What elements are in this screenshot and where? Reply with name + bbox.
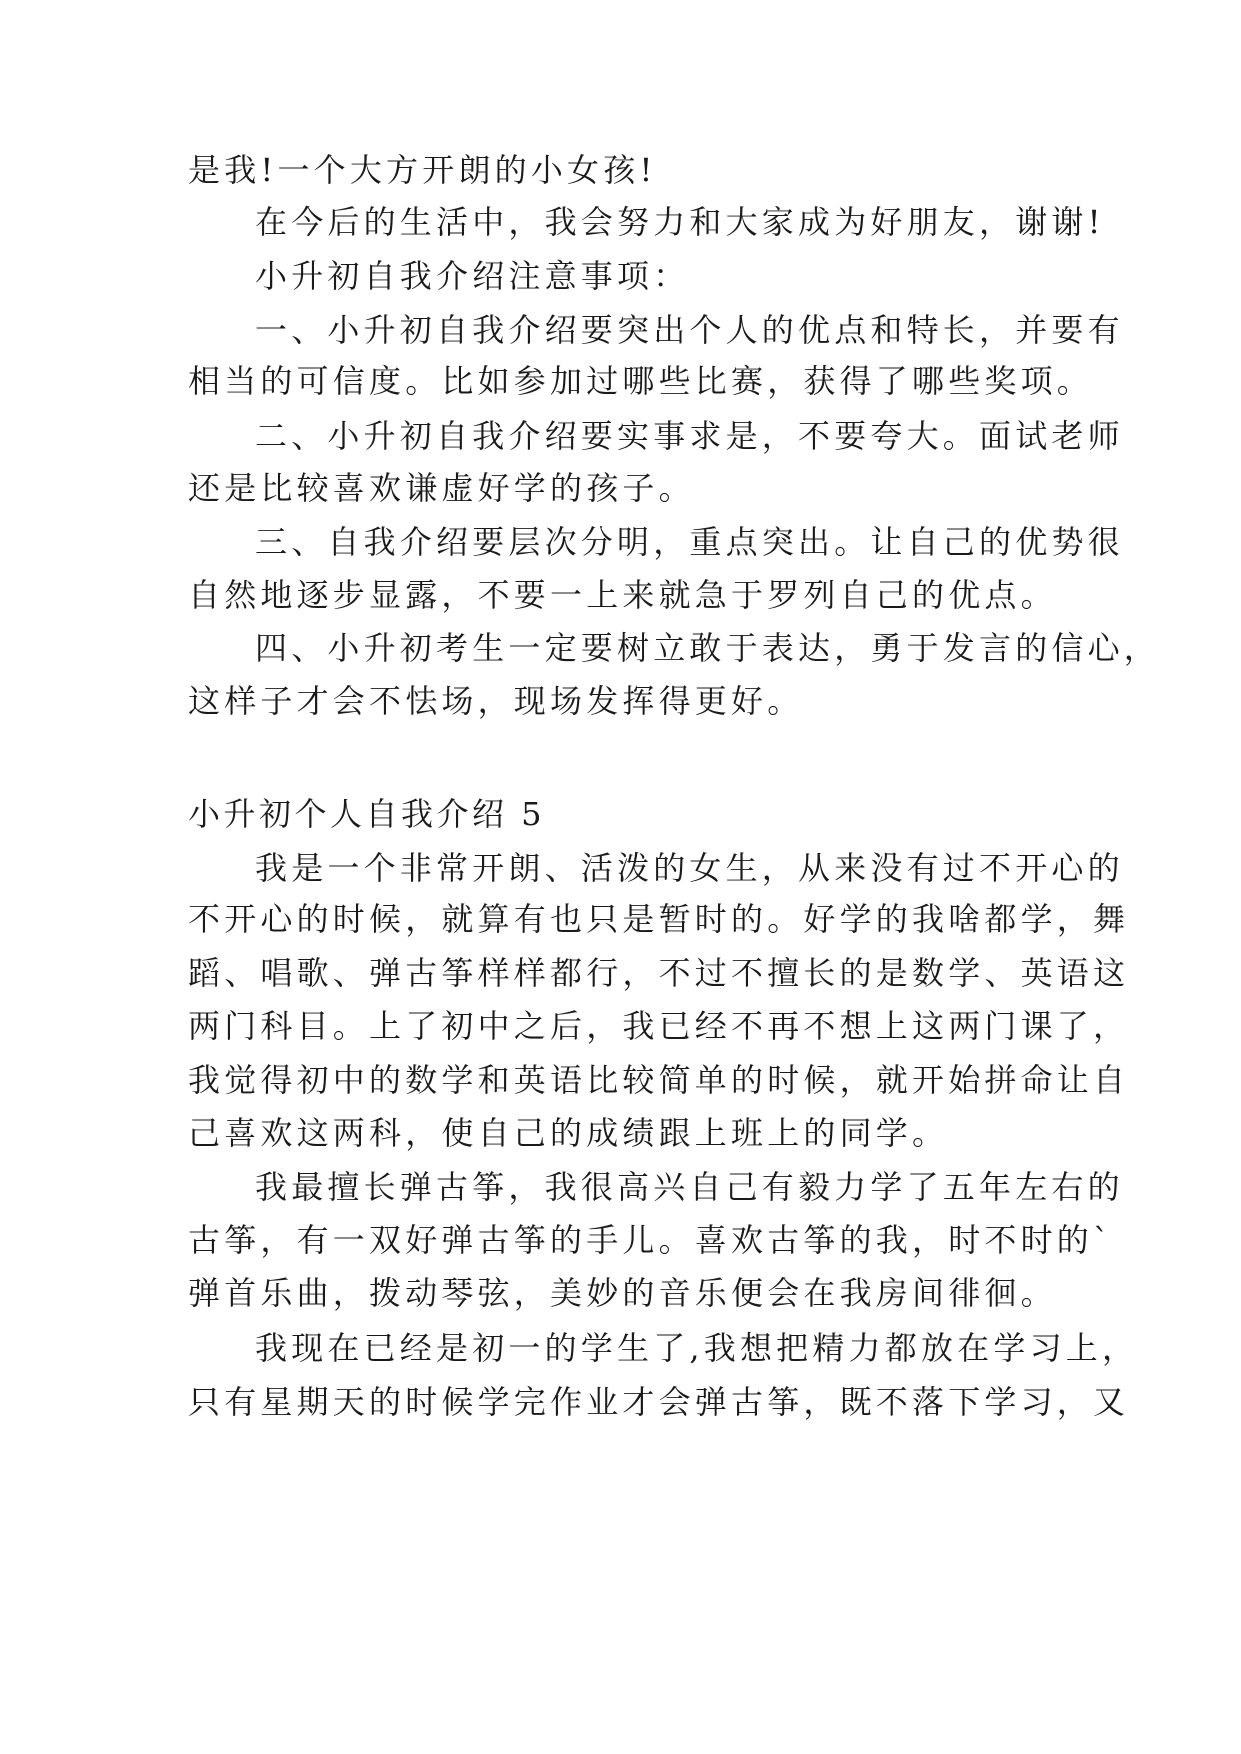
text-line: 我觉得初中的数学和英语比较简单的时候，就开始拼命让自 bbox=[188, 1061, 1130, 1099]
section-heading: 小升初个人自我介绍 5 bbox=[188, 795, 546, 833]
text-line: 只有星期天的时候学完作业才会弹古筝，既不落下学习，又 bbox=[188, 1383, 1130, 1421]
text-line: 这样子才会不怯场，现场发挥得更好。 bbox=[188, 682, 804, 720]
text-line: 在今后的生活中，我会努力和大家成为好朋友，谢谢! bbox=[255, 203, 1105, 241]
text-line: 我是一个非常开朗、活泼的女生，从来没有过不开心的 bbox=[255, 849, 1124, 887]
text-line: 古筝，有一双好弹古筝的手儿。喜欢古筝的我，时不时的` bbox=[188, 1221, 1114, 1259]
text-line: 还是比较喜欢谦虚好学的孩子。 bbox=[188, 469, 695, 507]
text-line: 自然地逐步显露，不要一上来就急于罗列自己的优点。 bbox=[188, 576, 1057, 614]
text-line: 是我!一个大方开朗的小女孩! bbox=[188, 151, 657, 189]
text-line: 我现在已经是初一的学生了,我想把精力都放在学习上， bbox=[255, 1329, 1139, 1367]
text-line: 二、小升初自我介绍要实事求是，不要夸大。面试老师 bbox=[255, 417, 1124, 455]
text-line: 四、小升初考生一定要树立敢于表达，勇于发言的信心， bbox=[255, 629, 1161, 667]
text-line: 小升初自我介绍注意事项： bbox=[255, 257, 690, 295]
text-line: 两门科目。上了初中之后，我已经不再不想上这两门课了， bbox=[188, 1007, 1130, 1045]
text-line: 一、小升初自我介绍要突出个人的优点和特长，并要有 bbox=[255, 311, 1124, 349]
text-line: 己喜欢这两科，使自己的成绩跟上班上的同学。 bbox=[188, 1114, 949, 1152]
text-line: 我最擅长弹古筝，我很高兴自己有毅力学了五年左右的 bbox=[255, 1168, 1124, 1206]
text-line: 三、自我介绍要层次分明，重点突出。让自己的优势很 bbox=[255, 523, 1124, 561]
text-line: 弹首乐曲，拨动琴弦，美妙的音乐便会在我房间徘徊。 bbox=[188, 1274, 1057, 1312]
text-line: 相当的可信度。比如参加过哪些比赛，获得了哪些奖项。 bbox=[188, 362, 1094, 400]
text-line: 不开心的时候，就算有也只是暂时的。好学的我啥都学，舞 bbox=[188, 900, 1130, 938]
text-line: 蹈、唱歌、弹古筝样样都行，不过不擅长的是数学、英语这 bbox=[188, 954, 1130, 992]
